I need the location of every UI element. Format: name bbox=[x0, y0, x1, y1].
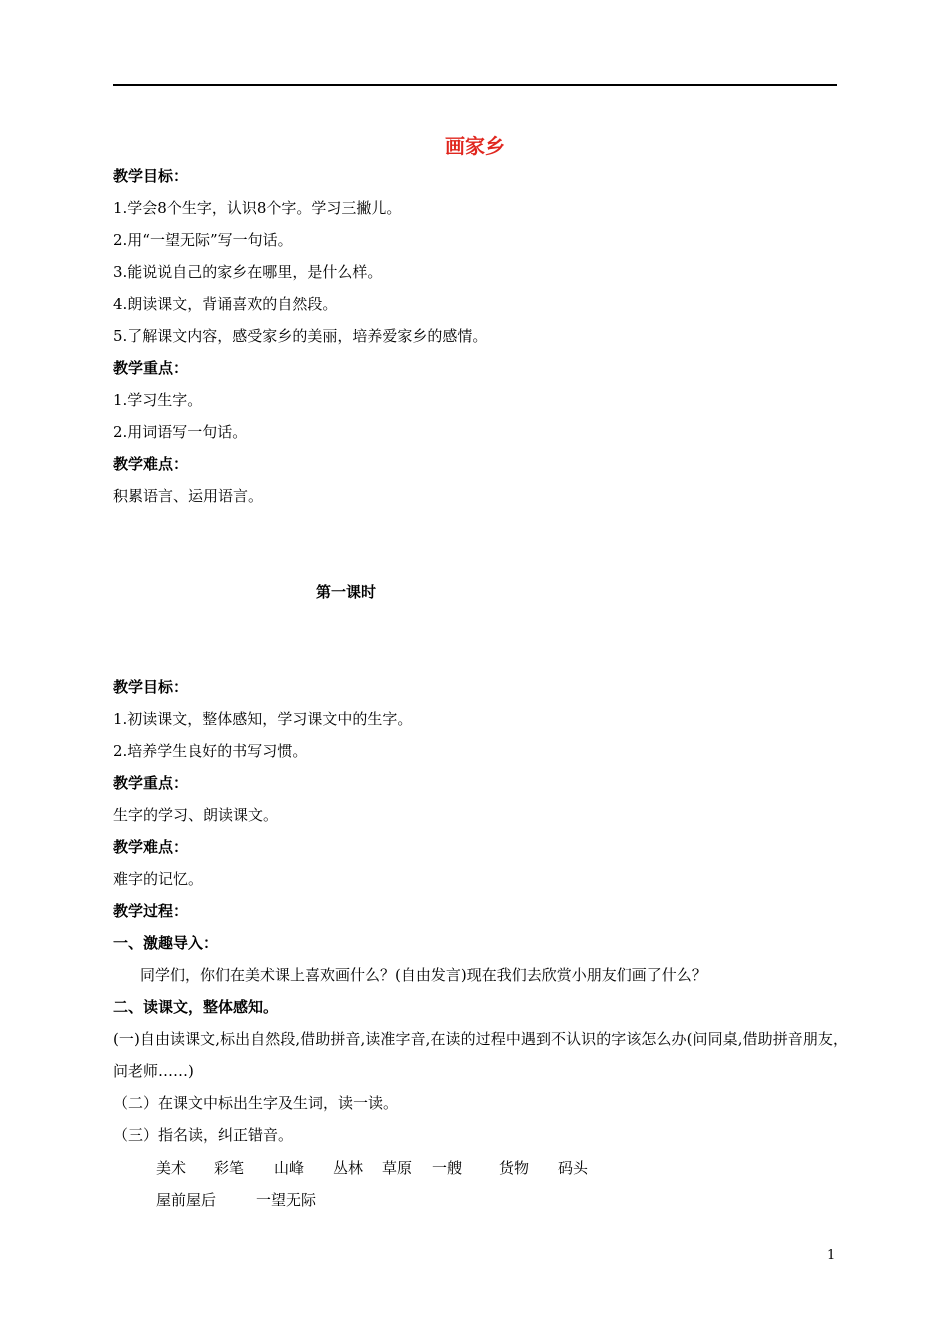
difficulties-text: 积累语言、运用语言。 bbox=[113, 487, 264, 505]
vocab-word: 美术 bbox=[156, 1159, 187, 1177]
vocab-word: 屋前屋后 bbox=[156, 1191, 217, 1209]
objective-item: 1.学会8个生字，认识8个字。学习三撇儿。 bbox=[113, 199, 402, 217]
section-heading: 一、激趣导入： bbox=[113, 934, 219, 952]
key-point-item: 1.学习生字。 bbox=[113, 391, 203, 409]
step-text: （三）指名读，纠正错音。 bbox=[113, 1126, 294, 1144]
section-heading: 二、读课文，整体感知。 bbox=[113, 998, 279, 1016]
lesson-title: 第一课时 bbox=[316, 583, 377, 601]
vocab-word: 码头 bbox=[558, 1159, 589, 1177]
lesson-difficulties-text: 难字的记忆。 bbox=[113, 870, 204, 888]
lesson-objective-item: 2.培养学生良好的书写习惯。 bbox=[113, 742, 308, 760]
header-rule bbox=[113, 84, 837, 86]
vocab-word: 一艘 bbox=[432, 1159, 463, 1177]
key-points-heading: 教学重点： bbox=[113, 359, 189, 377]
objectives-heading: 教学目标： bbox=[113, 167, 189, 185]
objective-item: 4.朗读课文，背诵喜欢的自然段。 bbox=[113, 295, 338, 313]
vocab-word: 彩笔 bbox=[214, 1159, 245, 1177]
objective-item: 5.了解课文内容，感受家乡的美丽，培养爱家乡的感情。 bbox=[113, 327, 488, 345]
step-text: (一)自由读课文,标出自然段,借助拼音,读准字音,在读的过程中遇到不认识的字该怎么办(问同桌,借助拼音朋友，问老师……) bbox=[113, 1030, 848, 1080]
document-title: 画家乡 bbox=[445, 134, 505, 158]
process-heading: 教学过程： bbox=[113, 902, 189, 920]
lesson-key-points-text: 生字的学习、朗读课文。 bbox=[113, 806, 279, 824]
vocab-word: 草原 bbox=[382, 1159, 413, 1177]
objective-item: 3.能说说自己的家乡在哪里，是什么样。 bbox=[113, 263, 383, 281]
objective-item: 2.用“一望无际”写一句话。 bbox=[113, 231, 293, 249]
lesson-difficulties-heading: 教学难点： bbox=[113, 838, 189, 856]
lesson-key-points-heading: 教学重点： bbox=[113, 774, 189, 792]
vocab-word: 一望无际 bbox=[256, 1191, 317, 1209]
vocab-word: 山峰 bbox=[274, 1159, 305, 1177]
lesson-objectives-heading: 教学目标： bbox=[113, 678, 189, 696]
key-point-item: 2.用词语写一句话。 bbox=[113, 423, 248, 441]
difficulties-heading: 教学难点： bbox=[113, 455, 189, 473]
section-text: 同学们，你们在美术课上喜欢画什么？(自由发言)现在我们去欣赏小朋友们画了什么？ bbox=[140, 966, 707, 984]
vocab-word: 丛林 bbox=[333, 1159, 364, 1177]
vocab-word: 货物 bbox=[499, 1159, 530, 1177]
step-text: （二）在课文中标出生字及生词，读一读。 bbox=[113, 1094, 399, 1112]
page-number: 1 bbox=[827, 1248, 836, 1263]
lesson-objective-item: 1.初读课文，整体感知，学习课文中的生字。 bbox=[113, 710, 413, 728]
